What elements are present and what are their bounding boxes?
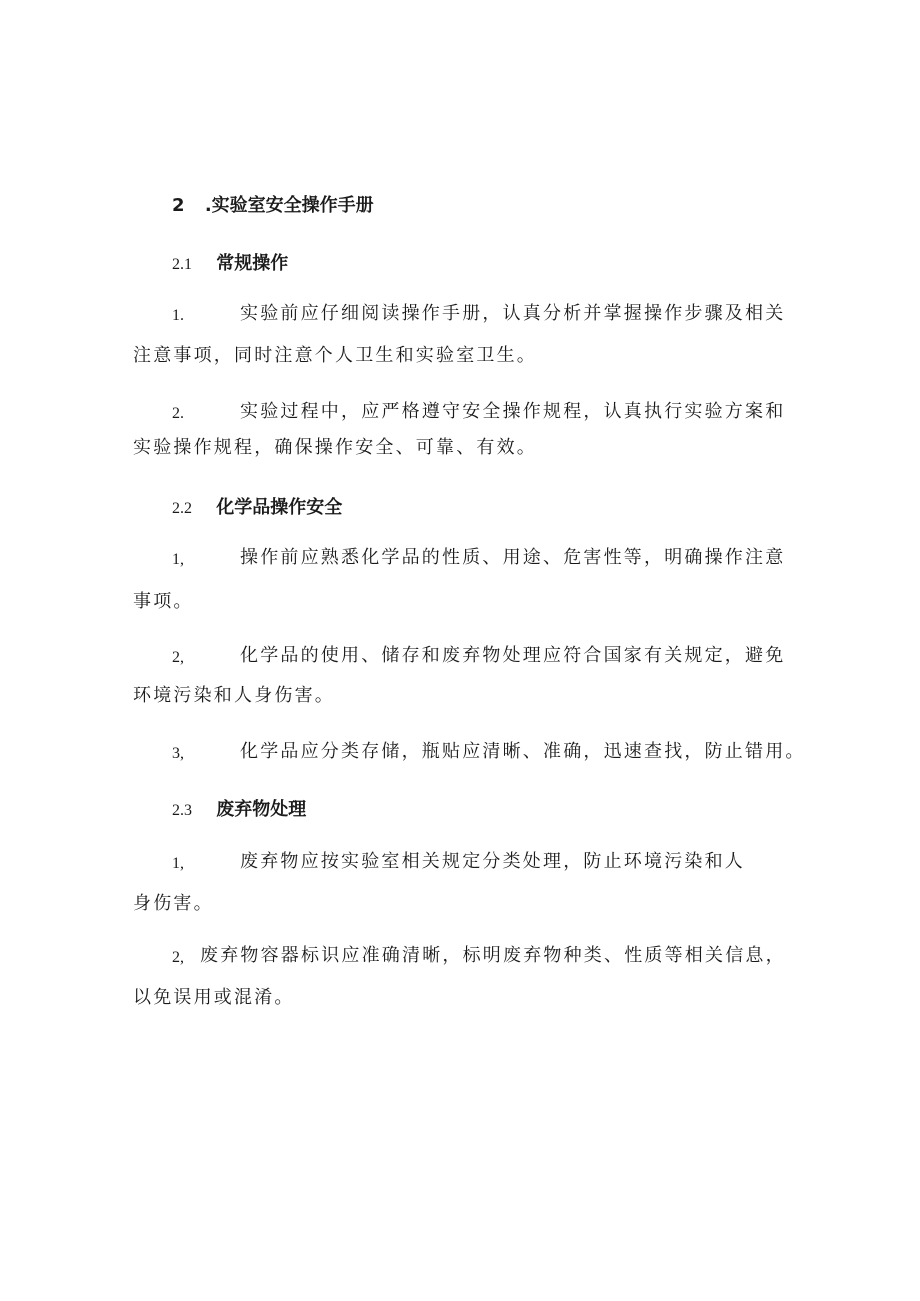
list-item-text: 废弃物容器标识应准确清晰，标明废弃物种类、性质等相关信息， <box>200 945 786 966</box>
subsection-title: 常规操作 <box>216 253 289 274</box>
subsection-heading-2-2 <box>172 496 342 521</box>
list-item-text-continued: 注意事项，同时注意个人卫生和实验室卫生。 <box>133 345 537 366</box>
list-marker: 2, <box>172 649 184 666</box>
list-item-text: 化学品的使用、储存和废弃物处理应符合国家有关规定，避免 <box>240 645 786 666</box>
list-item-text-continued: 身伤害。 <box>133 893 214 914</box>
list-item-text: 实验前应仔细阅读操作手册，认真分析并掌握操作步骤及相关 <box>240 303 786 324</box>
list-item-text: 废弃物应按实验室相关规定分类处理，防止环境污染和人 <box>240 851 745 872</box>
list-marker: 1, <box>172 855 184 872</box>
section-number: 2 <box>172 195 185 216</box>
subsection-number: 2.1 <box>172 256 192 273</box>
list-item-text-continued: 实验操作规程，确保操作安全、可靠、有效。 <box>133 437 537 458</box>
list-item-text: 操作前应熟悉化学品的性质、用途、危害性等，明确操作注意 <box>240 547 786 568</box>
list-item-text: 化学品应分类存储，瓶贴应清晰、准确，迅速查找，防止错用。 <box>240 741 806 762</box>
section-heading <box>172 194 374 218</box>
list-marker: 2, <box>172 949 184 966</box>
subsection-number: 2.3 <box>172 802 192 819</box>
subsection-title: 废弃物处理 <box>216 799 307 820</box>
list-marker: 3, <box>172 745 184 762</box>
subsection-heading-2-1 <box>172 252 288 277</box>
list-marker: 1, <box>172 551 184 568</box>
list-item-text-continued: 环境污染和人身伤害。 <box>133 685 335 706</box>
list-item-text-continued: 以免误用或混淆。 <box>133 987 295 1008</box>
list-item-text-continued: 事项。 <box>133 591 194 612</box>
subsection-number: 2.2 <box>172 500 192 517</box>
section-title: .实验室安全操作手册 <box>204 195 374 216</box>
subsection-title: 化学品操作安全 <box>216 497 343 518</box>
list-marker: 2. <box>172 405 184 422</box>
list-marker: 1. <box>172 307 184 324</box>
subsection-heading-2-3 <box>172 798 306 823</box>
list-item-text: 实验过程中，应严格遵守安全操作规程，认真执行实验方案和 <box>240 401 786 422</box>
